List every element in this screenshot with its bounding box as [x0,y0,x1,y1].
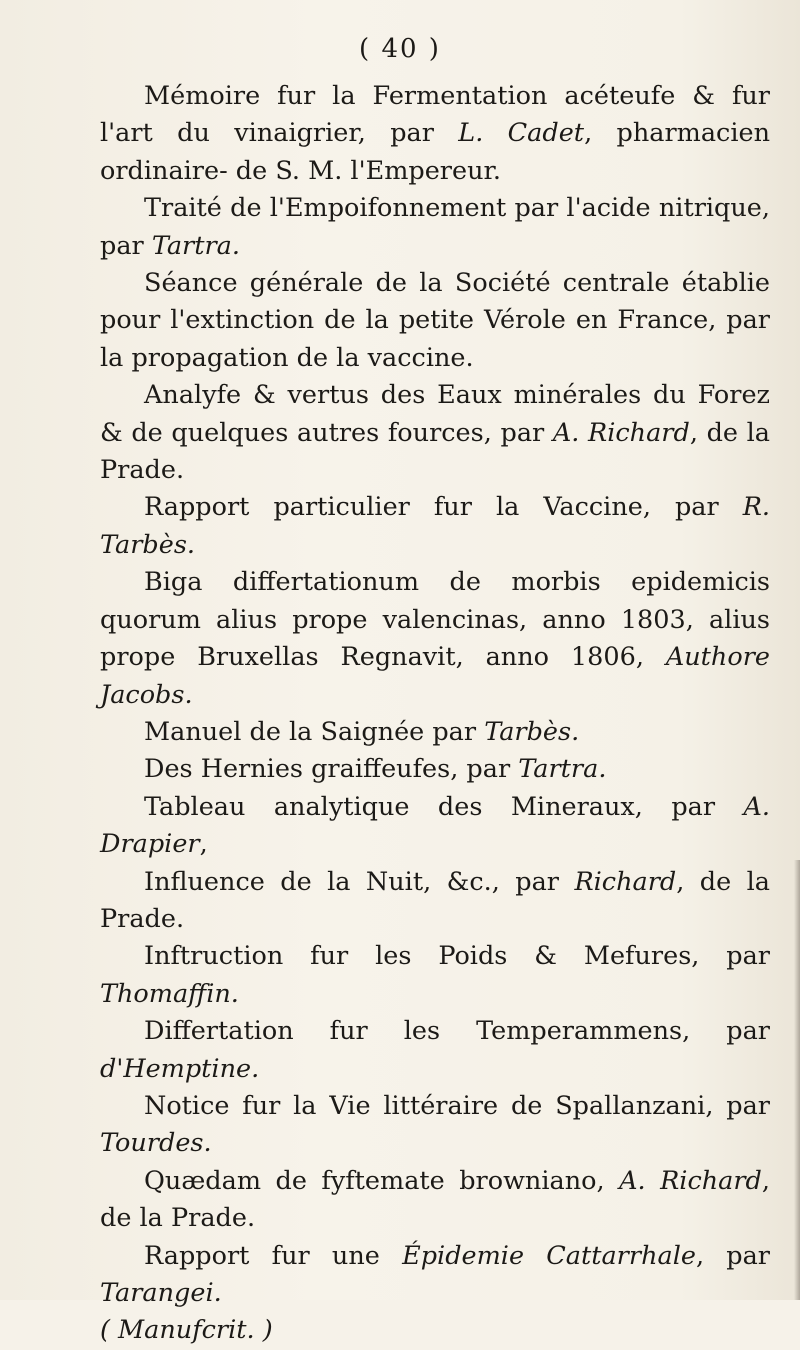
entry-title: Influence de la Nuit, &c., par [144,866,575,897]
manuscript-note: ( Manufcrit. ) [100,1315,273,1346]
entry-tail: , pharmacien ordinaire- de S. M. l'Empereur. [100,118,770,186]
list-item [100,489,770,564]
entry-author: A. Richard [619,1165,762,1196]
list-item [100,864,770,939]
entry-author: Richard [574,866,677,897]
catalog-entries [100,78,770,1350]
list-item [100,265,770,377]
entry-author: Épidemie Cattarrhale [402,1240,696,1271]
entry-title: Tableau analytique des Mineraux, par [144,791,744,822]
entry-title: Notice fur la Vie littéraire de Spallanzani, par [144,1090,770,1121]
entry-title: Séance générale de la Société centrale établie pour l'extinction de la petite Vérole en France, par la propagation de la vaccine. [100,268,770,373]
entry-title: Manuel de la Saignée par [144,716,485,747]
entry-author: Authore Jacobs. [100,642,770,710]
list-item [100,938,770,1013]
entry-tail: , [199,829,208,860]
list-item [100,751,770,788]
entry-tail: , de la Prade. [100,1165,770,1234]
entry-title: Inftruction fur les Poids & Mefures, par [144,941,770,972]
entry-tail: , de la Prade. [100,866,770,934]
entry-title: Mémoire fur la Fermentation acéteufe & fur l'art du vinaigrier, par [100,81,770,149]
page-number: ( 40 ) [359,34,441,64]
list-item [100,789,770,864]
entry-author: L. Cadet [458,118,585,149]
list-item [100,1163,770,1238]
list-item [100,190,770,265]
entry-author: R. Tarbès. [100,492,770,560]
entry-author: Tarbès. [484,716,580,747]
entry-title: Differtation fur les Temperammens, par [144,1016,770,1047]
list-item [100,1013,770,1088]
entry-author: Tartra. [151,230,240,261]
entry-title: Rapport particulier fur la Vaccine, par [144,492,743,523]
entry-author: A. Richard [552,417,690,448]
entry-title: Traité de l'Empoifonnement par l'acide nitrique, par [100,193,770,261]
entry-author: Tartra. [518,754,607,785]
list-item [100,564,770,714]
list-item [100,78,770,190]
entry-author: A. Drapier [100,791,770,860]
entry-tail: , de la Prade. [100,417,770,486]
entry-title: Analyfe & vertus des Eaux minérales du Forez & de quelques autres fources, par [100,380,770,448]
entry-author: d'Hemptine. [100,1053,260,1084]
page-edge-shadow [794,860,800,1300]
list-item [100,377,770,489]
entry-author: Thomaffin. [100,978,239,1009]
entry-title: Quædam de fyftemate browniano, [144,1165,620,1196]
list-item [100,714,770,751]
entry-title: Des Hernies graiffeufes, par [144,754,519,785]
entry-title: Rapport fur une [144,1240,403,1271]
list-item [100,1088,770,1163]
entry-author: Tourdes. [100,1128,212,1159]
entry-author: Tarangei. [100,1278,222,1308]
list-item [100,1238,770,1350]
entry-tail: , par [695,1240,770,1271]
entry-title: Biga differtationum de morbis epidemicis quorum alius prope valencinas, anno 1803, alius prope Bruxellas Regnavit, anno 1806, [100,567,770,673]
